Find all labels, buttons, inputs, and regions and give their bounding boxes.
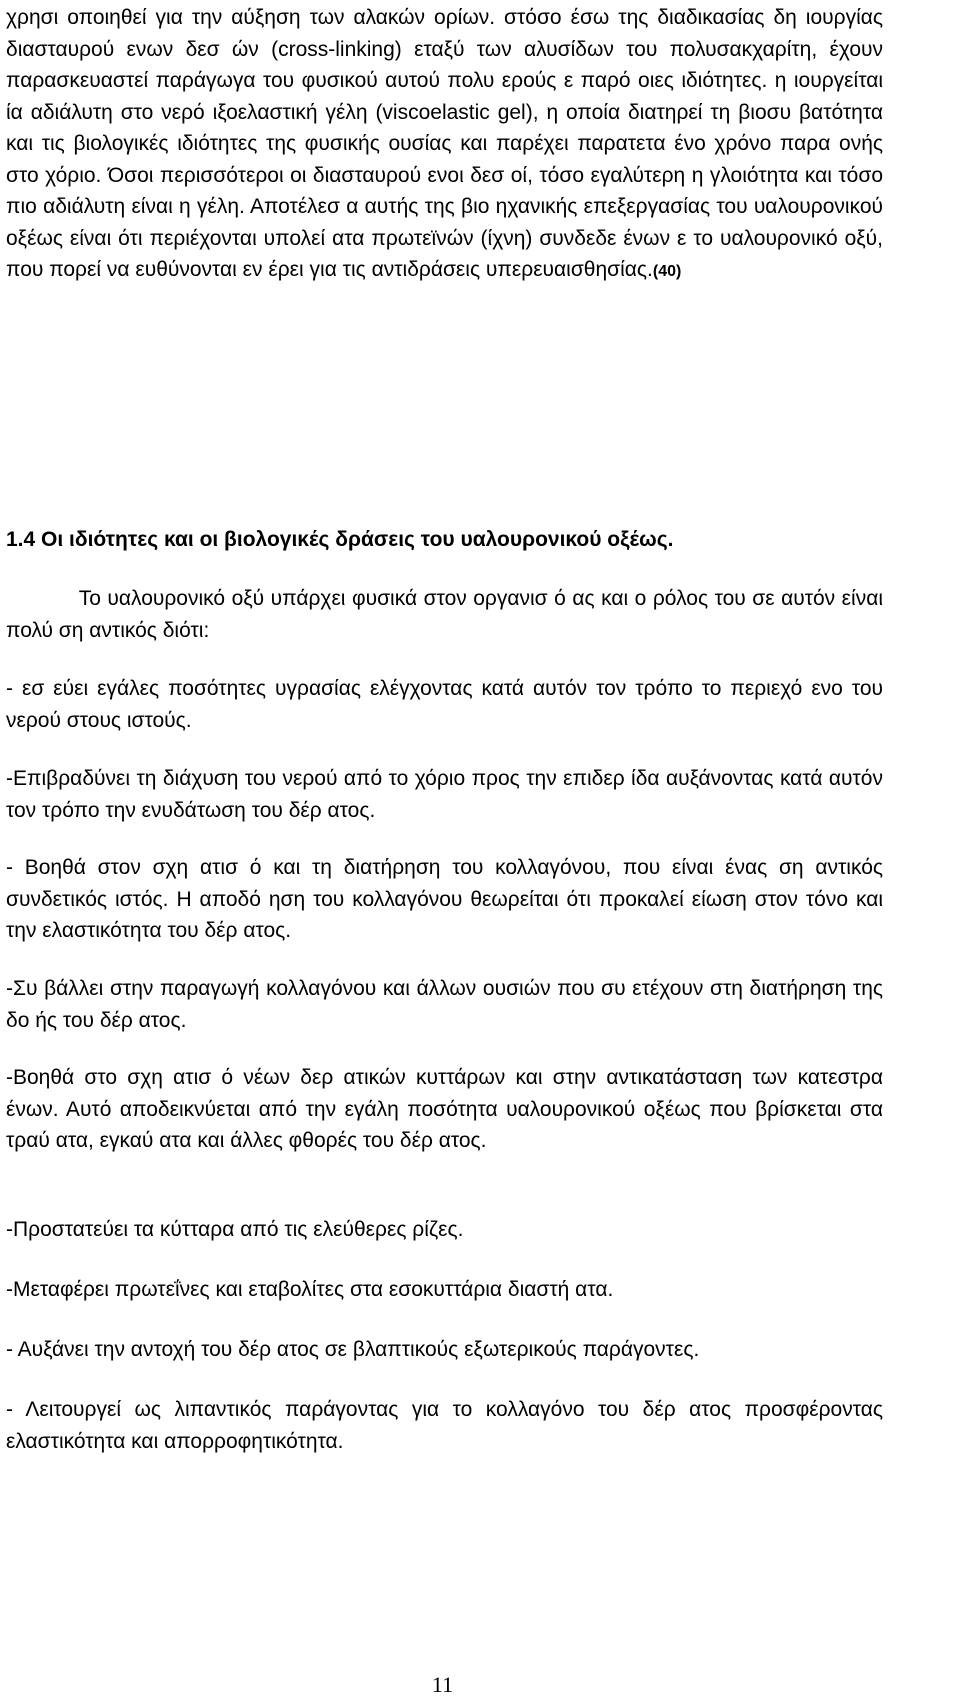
section-lead-paragraph: Το υαλουρονικό οξύ υπάρχει φυσικά στον οργανισ ό ας και ο ρόλος του σε αυτόν είναι πολύ ση αντικός διότι: [6, 587, 889, 642]
list-item: - εσ εύει εγάλες ποσότητες υγρασίας ελέγχοντας κατά αυτόν τον τρόπο το περιεχό ενο του νερού στους ιστούς. [6, 677, 883, 732]
list-item: - Αυξάνει την αντοχή του δέρ ατος σε βλαπτικούς εξωτερικούς παράγοντες. [6, 1338, 700, 1361]
list-item: - Λειτουργεί ως λιπαντικός παράγοντας για το κολλαγόνο του δέρ ατος προσφέροντας ελαστικότητα και απορροφητικότητα. [6, 1398, 883, 1453]
intro-paragraph [6, 2, 883, 288]
citation: (40) [652, 263, 682, 280]
list-item: -Προστατεύει τα κύτταρα από τις ελεύθερες ρίζες. [6, 1218, 464, 1241]
list-item: -Συ βάλλει στην παραγωγή κολλαγόνου και άλλων ουσιών που συ ετέχουν στη διατήρηση της δο ής του δέρ ατος. [6, 977, 883, 1032]
list-item: -Επιβραδύνει τη διάχυση του νερού από το χόριο προς την επιδερ ίδα αυξάνοντας κατά αυτόν τον τρόπο την ενυδάτωση του δέρ ατος. [6, 767, 883, 822]
section-heading: 1.4 Οι ιδιότητες και οι βιολογικές δράσεις του υαλουρονικού οξέως. [6, 528, 674, 551]
page-number: 11 [431, 1672, 454, 1697]
list-item: -Βοηθά στο σχη ατισ ό νέων δερ ατικών κυττάρων και στην αντικατάσταση των κατεστρα ένων. Αυτό αποδεικνύεται από την εγάλη ποσότητα υαλουρονικού οξέως που βρίσκεται στα τραύ ατα, εγκαύ ατα και άλλες φθορές του δέρ ατος. [6, 1066, 883, 1152]
intro-text: χρησι οποιηθεί για την αύξηση των αλακών ορίων. στόσο έσω της διαδικασίας δη ιουργίας διασταυρού ενων δεσ ών (cross-linking) εταξύ των αλυσίδων του πολυσακχαρίτη, έχουν παρασκευαστεί παράγωγα του φυσικού αυτού πολυ ερούς ε παρό οιες ιδιότητες. η ιουργείται ία αδιάλυτη στο νερό ιξοελαστική γέλη (viscoelastic gel), η οποία διατηρεί τη βιοσυ βατότητα και τις βιολογικές ιδιότητες της φυσικής ουσίας και παρέχει παρατετα ένο χρόνο παρα ονής στο χόριο. Όσοι περισσότεροι οι διασταυρού ενοι δεσ οί, τόσο εγαλύτερη η γλοιότητα και τόσο πιο αδιάλυτη είναι η γέλη. Αποτέλεσ α αυτής της βιο ηχανικής επεξεργασίας του υαλουρονικού οξέως είναι ότι περιέχονται υπολεί ατα πρωτεϊνών (ίχνη) συνδεδε ένων ε το υαλουρονικό οξύ, που πορεί να ευθύνονται εν έρει για τις αντιδράσεις υπερευαισθησίας. [6, 6, 883, 281]
list-item: -Μεταφέρει πρωτεΐνες και εταβολίτες στα εσοκυττάρια διαστή ατα. [6, 1278, 614, 1301]
list-item: - Βοηθά στον σχη ατισ ό και τη διατήρηση του κολλαγόνου, που είναι ένας ση αντικός συνδετικός ιστός. Η αποδό ηση του κολλαγόνου θεωρείται ότι προκαλεί είωση στον τόνο και την ελαστικότητα του δέρ ατος. [6, 856, 883, 942]
